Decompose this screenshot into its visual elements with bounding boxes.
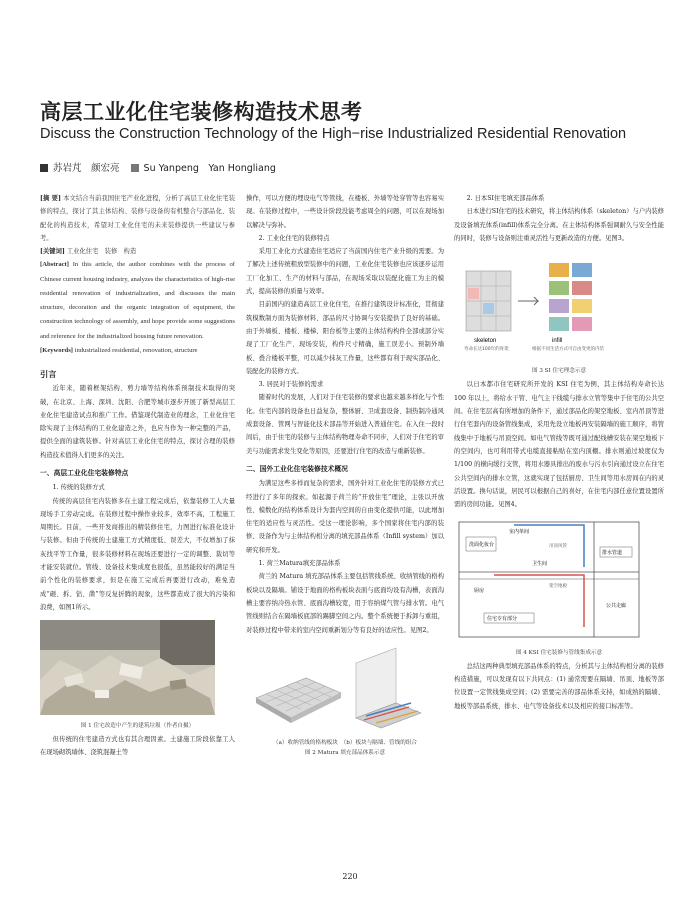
fig4-toilet-label: 卫生间 [532, 561, 548, 568]
section-2-heading: 二、国外工业化住宅装修技术概况 [246, 464, 348, 473]
figure-2a-caption: （a）收纳管线的格构板块 [273, 740, 338, 747]
section-2-2-heading: 2. 日本SI住宅填充部品体系 [466, 195, 545, 202]
skeleton-label: skeleton [474, 338, 497, 345]
si-housing-diagram [454, 251, 614, 361]
authors-zh: 苏岩芃 颜宏亮 [53, 163, 120, 174]
keywords-zh-label: [关键词] [40, 248, 65, 256]
keywords-zh-text: 工业化住宅 装修 构造 [66, 248, 137, 256]
figure-4 [454, 517, 664, 657]
figure-1 [40, 620, 235, 730]
section-1-1-heading: 1. 传统的装修方式 [52, 484, 105, 492]
fig4-ceiling-label: 吊顶风管 [549, 544, 567, 550]
figure-3 [454, 251, 664, 376]
fig4-drain-label: 排水管道 [602, 550, 623, 557]
abstract-zh-text: 本文结合当前我国住宅产业化进程，分析了高层工业化住宅装修的特点，探讨了其主体结构、装修与设备的有机整合与部品化、装配化的构造技术，希望对工业化住宅的未来装修提供一些建议与参考。 [40, 195, 235, 242]
article-title-en: Discuss the Construction Technology of the High−rise Industrialized Residential Renovation [40, 126, 627, 142]
column-2-continuation: 操作，可以方便的埋设电气等管线，在楼板、外墙等处穿管等也容易实现。在装修过程中，一些设计阶段没能考虑周全的问题，可以在现场加以解决与弥补。 [246, 195, 444, 229]
intro-text: 近年来，随着框架结构、剪力墙等结构体系预制技术取得的突破，在北京、上海、深圳、沈阳、合肥等城市逐步开展了新型高层工业化住宅建造试点和推广工作。借鉴现代制造业的理念，工业化住宅除实现了主体结构的工业化建造之外，也应当作为一种完整的产品，提供全面的建筑装修。针对高层工业化住宅的特点，探讨合理的装修构造技术值得人们更多的关注。 [40, 385, 235, 459]
column-1-tail: 但传统的住宅建造方式也有其合理因素。土建施工阶段依靠工人在现场砌筑墙体、浇筑混凝土等 [40, 735, 235, 756]
section-2-2-text-2: 以日本都市住宅研究所开发的 KSI 住宅为例，其主体结构寿命长达 100 年以上，将给水干管、电气主干线缆与排水立管等集中于住宅的公共空间。在住宅层高有所增加的条件下，通过部品化的架空地板、室内吊顶等进行住宅套内的设备管线集成，采用先设立地板再安装隔墙的施工顺序，将管线集中于地板与吊顶空间。如电气管线等既可通过配线槽安装在架空地板下的空间内，也可利用带式电缆直接粘贴在室内顶棚。排水则通过坡度仅为 1/100 的横向缓行支管，将用水器具排出的废水与污水引向通过设立在住宅公共空间内的排水立管，这就实现了包括厨房、卫生间等用水房间在内的灵活设置。换句话说，居民可以根据自己的喜好，在住宅内部任意位置设置所需的房间功能。见图4。 [454, 381, 664, 509]
keywords-zh [40, 245, 235, 258]
abstract-zh [40, 192, 235, 245]
keywords-en [40, 344, 235, 358]
panel-wall-combination-illustration [356, 648, 421, 728]
abstract-en-label: [Abstract] [40, 261, 69, 269]
section-2-1-heading: 1. 荷兰Matura填充部品体系 [258, 560, 341, 568]
fig4-public-label: 公共走廊 [606, 603, 627, 610]
figure-1-caption: 图 1 住宅改造中产生的建筑垃圾（作者自摄） [80, 722, 195, 729]
authors-en: Su Yanpeng Yan Hongliang [143, 163, 276, 174]
figure-4-caption: 图 4 KSI 住宅装修与管线集成示意 [515, 649, 603, 656]
matura-system-diagram [246, 643, 426, 733]
section-1-2-text-1: 采用工业化方式建造住宅适应了当前国内住宅产业升级的需要。为了解决上述传统粗放型装修中的问题，工业化住宅装修也应该逐步运用工厂化加工、生产的材料与部品，在现场采取以装配化施工为主的模式，提高装修的质量与效率。 [246, 248, 444, 296]
infill-sublabel: 根据不同生活方式可自由变更的内装 [532, 347, 604, 353]
figure-2b-caption: （b）板块与隔墙、管线的组合 [343, 740, 417, 747]
figure-2-subcaptions [246, 738, 444, 748]
fig4-floor-label: 架空地板 [549, 584, 567, 590]
section-2-1-text: 荷兰的 Matura 填充部品体系主要包括管线系统、收纳管线的格构板块以及隔墙。铺设于地面的格构板块表面与底面均设有沟槽，表面沟槽主要容纳冷热水管、底面沟槽较宽，用于容纳煤气管与排水管。电气管线则结合在隔墙板底部的踢脚空间之内。整个系统便于拆卸与重组，对装修过程中带来的室内空间重新划分等有良好的适应性。见图2。 [246, 573, 444, 634]
author-square-icon [131, 164, 139, 172]
skeleton-building-illustration [466, 271, 511, 331]
section-1-2-heading: 2. 工业化住宅的装修特点 [258, 234, 330, 242]
author-square-icon [40, 164, 48, 172]
abstract-en-text: In this article, the author combines with the process of Chinese current housing industry, analyzes the characteristics of high-rise residential renovation of industrialization, and discusses the main structure, decoration and the organic integration of equipment, the construction technology of assembly, and hope provide some suggestions and reference for the industrialized housing future renovation. [40, 261, 235, 340]
ksi-section-diagram [454, 517, 644, 642]
section-2-text: 为满足这些多样而复杂的需求，国外针对工业化住宅的装修方式已经进行了多年的探索。如起源于荷兰的“开放住宅”理论，主张以开放性、模数化的结构体系设计为套内空间的自由变化提供可能，以此增加住宅的适应性与灵活性。受这一理论影响，多个国家将住宅内部的装修、设备作为与主体结构相分离的填充部品体系（Infill system）加以研究和开发。 [246, 480, 444, 554]
section-1-heading: 一、高层工业化住宅装修特点 [40, 468, 129, 477]
fig4-drying-label: 洗面化妆台 [469, 542, 495, 549]
abstract-zh-label: [摘 要] [40, 195, 62, 202]
fig4-room-label: 室内单间 [509, 529, 530, 536]
fig4-living-label: 住宅专有部分 [487, 616, 518, 623]
abstract-en [40, 258, 235, 343]
section-2-2-text: 日本进行SI住宅的技术研究，将主体结构体系（skeleton）与户内装修及设备填充体系(infill)体系完全分离。在主体结构体系强调耐久与安全性能的同时，装修与设备则注重灵活性与更新改造的方便。见图3。 [454, 208, 665, 242]
column-3 [454, 192, 664, 713]
infill-label: infill [552, 338, 563, 345]
construction-waste-photo [40, 620, 215, 715]
section-1-1-text: 传统的高层住宅内装修多在土建工程完成后，依靠装修工人大量现场手工劳动完成。在装修过程中操作业较多，效率不高，工程施工周期长。目前，一些开发商推出的精装修住宅，力图进行标准化设计与装修。但由于传统的土建施工方式精度低、误差大，不仅增加了抹灰找平等工作量，很多装修材料在现场还要进行一定的调整、裁切等才能安装就位。管线、设备技术集成度也很低，虽然能较好的满足当前个性化的装修要求，但是在施工完成后再要进行改动，难免造成“砸、拆、钻、凿”等反复折腾的现象，这些都造成了很大的污染和浪费，如图1所示。 [40, 497, 235, 611]
column-2 [246, 192, 444, 760]
skeleton-sublabel: 寿命长达100年的骨架 [464, 347, 509, 353]
section-1-2-text-2: 目前国内的建造高层工业化住宅，在推行建筑设计标准化，贯彻建筑模数制方面为装修材料、部品的尺寸协调与安装提供了良好的基础。由于外墙板、楼板、楼梯、阳台板等主要的主体结构构件全部或部分实现了工厂化生产、现场安装，构件尺寸精确，施工误差小。预制外墙板、叠合楼板平整，可以减少抹灰工作量，这些都有利于现实部品化、装配化的装修方式。 [246, 301, 444, 375]
column-3-tail: 总结这两种典型填充部品体系的特点，分析其与主体结构相分离的装修构造措施，可以发现有以下共同点：(1) 通常需要在隔墙、吊顶、地板等部位设置一定管线集成空间；(2) 需要完善的部品体系支持，如成熟的隔墙、地板等部品系统，排水、电气等设备技术以及相应的接口标准等。 [454, 662, 664, 710]
figure-2 [246, 643, 444, 758]
figure-2-caption: 图 2 Matura 填充部品体系示意 [304, 750, 386, 757]
intro-heading: 引言 [40, 368, 57, 379]
column-1 [40, 192, 235, 759]
authors-line [40, 160, 670, 174]
article-title-zh: 高层工业化住宅装修构造技术思考 [40, 100, 363, 124]
figure-3-caption: 图 3 SI 住宅理念示意 [531, 368, 587, 375]
section-1-3-heading: 3. 居民对于装修的需求 [258, 381, 324, 389]
infill-units-illustration [549, 263, 592, 331]
keywords-en-label: [Keywords] [40, 346, 73, 354]
fig4-kitchen-label: 厨房 [474, 588, 485, 595]
keywords-en-text: industrialized residential, renovation, structure [74, 346, 198, 354]
page-number: 220 [342, 872, 358, 881]
grid-panel-illustration [256, 678, 341, 723]
section-1-3-text: 随着时代的发展，人们对于住宅装修的要求也越来越多样化与个性化。住宅内部的设备也日益复杂，整体厨、卫成套设备、制热制冷通风成套设备、管网与智能化技术部品等开始进入普通住宅。在入住一段时间后，由于住宅的装修与主体结构物理寿命不同步，人们对于住宅的审美与功能需求发生变化等原因，还要进行住宅的改造与重新装修。 [246, 394, 444, 455]
